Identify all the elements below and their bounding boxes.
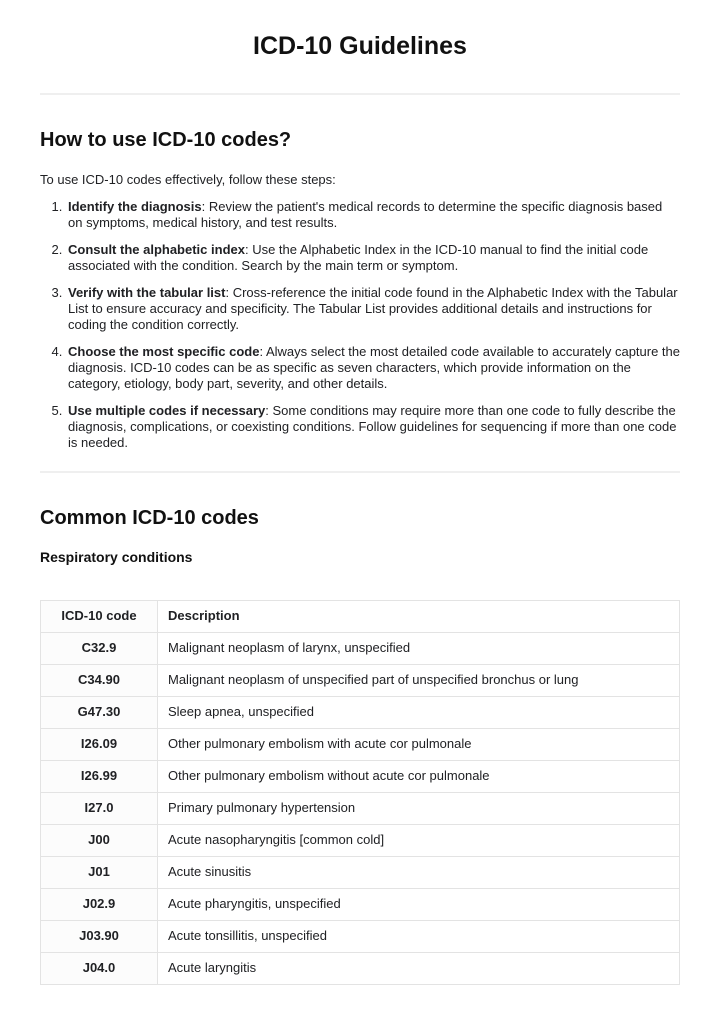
icd10-codes-table <box>40 600 680 985</box>
step-item <box>66 285 680 333</box>
step-term: Use multiple codes if necessary <box>68 403 266 418</box>
description-cell: Sleep apnea, unspecified <box>158 697 680 729</box>
description-cell: Malignant neoplasm of unspecified part of unspecified bronchus or lung <box>158 665 680 697</box>
column-header-code: ICD-10 code <box>41 601 158 633</box>
section-divider <box>40 93 680 95</box>
code-cell: I26.99 <box>41 761 158 793</box>
table-row <box>41 953 680 985</box>
table-row <box>41 633 680 665</box>
table-row <box>41 857 680 889</box>
table-row <box>41 697 680 729</box>
table-row <box>41 793 680 825</box>
description-cell: Malignant neoplasm of larynx, unspecified <box>158 633 680 665</box>
table-row <box>41 729 680 761</box>
how-to-steps-list <box>40 199 680 451</box>
code-cell: J02.9 <box>41 889 158 921</box>
table-header-row <box>41 601 680 633</box>
table-row <box>41 889 680 921</box>
step-term: Consult the alphabetic index <box>68 242 245 257</box>
code-cell: J04.0 <box>41 953 158 985</box>
step-term: Choose the most specific code <box>68 344 260 359</box>
description-cell: Other pulmonary embolism with acute cor pulmonale <box>158 729 680 761</box>
how-to-intro: To use ICD-10 codes effectively, follow these steps: <box>40 172 336 187</box>
code-cell: I26.09 <box>41 729 158 761</box>
step-text: : Cross-reference the initial code found in the Alphabetic Index with the Tabular List to ensure accuracy and specificity. The Tabular List provides additional details and instructions for coding the condition correctly. <box>68 285 678 332</box>
code-cell: I27.0 <box>41 793 158 825</box>
code-cell: G47.30 <box>41 697 158 729</box>
step-text: : Review the patient's medical records to determine the specific diagnosis based on symptoms, medical history, and test results. <box>68 199 663 230</box>
table-row <box>41 665 680 697</box>
table-row <box>41 761 680 793</box>
description-cell: Acute tonsillitis, unspecified <box>158 921 680 953</box>
step-item <box>66 242 680 274</box>
table-row <box>41 825 680 857</box>
code-cell: J01 <box>41 857 158 889</box>
description-cell: Acute laryngitis <box>158 953 680 985</box>
document-page <box>0 31 720 985</box>
step-text: : Use the Alphabetic Index in the ICD-10 manual to find the initial code associated with the condition. Search by the main term or symptom. <box>68 242 649 273</box>
how-to-heading: How to use ICD-10 codes? <box>40 129 292 151</box>
code-cell: J03.90 <box>41 921 158 953</box>
table-row <box>41 921 680 953</box>
code-cell: J00 <box>41 825 158 857</box>
respiratory-subheading: Respiratory conditions <box>40 549 193 565</box>
description-cell: Acute nasopharyngitis [common cold] <box>158 825 680 857</box>
step-item <box>66 344 680 392</box>
common-codes-heading: Common ICD-10 codes <box>40 507 259 529</box>
step-text: : Some conditions may require more than one code to fully describe the diagnosis, complications, or coexisting conditions. Follow guidelines for sequencing if more than one code is needed. <box>68 403 677 450</box>
code-cell: C34.90 <box>41 665 158 697</box>
description-cell: Primary pulmonary hypertension <box>158 793 680 825</box>
column-header-description: Description <box>158 601 680 633</box>
section-divider <box>40 471 680 473</box>
step-item <box>66 403 680 451</box>
step-term: Verify with the tabular list <box>68 285 226 300</box>
step-item <box>66 199 680 231</box>
description-cell: Other pulmonary embolism without acute cor pulmonale <box>158 761 680 793</box>
page-title: ICD-10 Guidelines <box>253 32 467 60</box>
description-cell: Acute pharyngitis, unspecified <box>158 889 680 921</box>
step-text: : Always select the most detailed code available to accurately capture the diagnosis. ICD-10 codes can be as specific as seven characters, which provide information on the category, etiology, body part, severity, and other details. <box>68 344 681 391</box>
code-cell: C32.9 <box>41 633 158 665</box>
step-term: Identify the diagnosis <box>68 199 202 214</box>
description-cell: Acute sinusitis <box>158 857 680 889</box>
